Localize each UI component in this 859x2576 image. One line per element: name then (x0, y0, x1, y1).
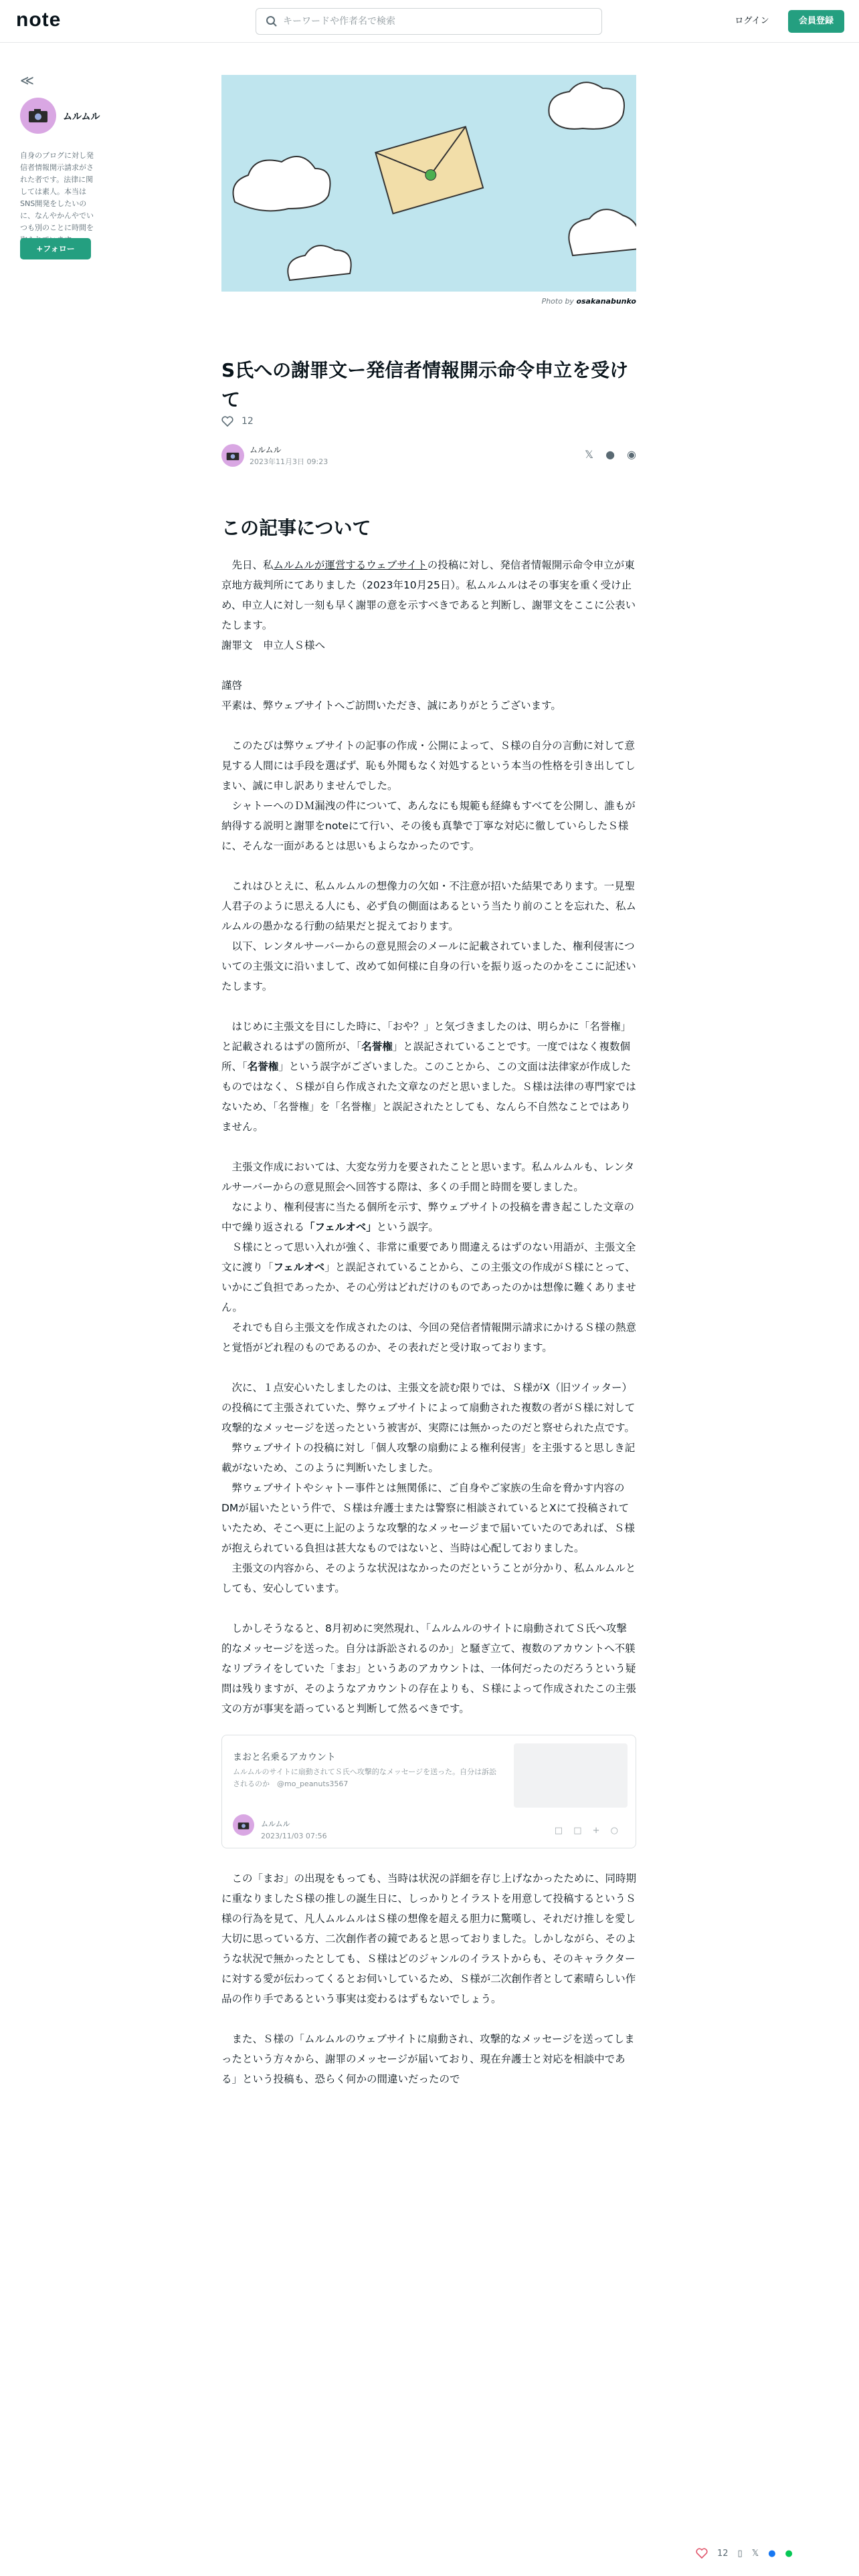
article-body (221, 555, 636, 2089)
paragraph: また、Ｓ様の「ムルムルのウェブサイトに扇動され、攻撃的なメッセージを送ってしまったという方々から、謝罪のメッセージが届いており、現在弁護士と対応を相談中である」という投稿も、恐らく何かの間違いだったので (221, 2033, 635, 2085)
paragraph: シャトーへのＤＭ漏洩の件について、あんなにも規範も経緯もすべてを公開し、誰もが納得する説明と謝罪をnoteにて行い、その後も真摯で丁寧な対応に徹していらしたＳ様に、そんな一面があるとは思いもよらなかったのです。 (221, 800, 636, 852)
author-row (221, 443, 636, 469)
line-share-icon[interactable]: ● (785, 2548, 793, 2559)
blog-link[interactable]: ムルムルが運営するウェブサイト (273, 559, 427, 571)
note-logo[interactable]: note (16, 9, 62, 31)
bottom-like-count[interactable]: 12 (717, 2548, 729, 2559)
paragraph: 主張文作成においては、大変な労力を要されたことと思います。私ムルムルも、レンタルサーバーからの意見照会へ回答する際は、多くの手間と時間を要しました。 (221, 1161, 635, 1193)
paragraph: 先日、私ムルムルが運営するウェブサイトの投稿に対し、発信者情報開示命令申立が東京地方裁判所にてありました（2023年10月25日）。私ムルムルはその事実を重く受け止め、申立人に対し一刻も早く謝罪の意を示すべきであると判断し、謝罪文をここに公表いたします。 (221, 559, 636, 631)
bottom-action-bar (696, 2548, 793, 2559)
line-share-icon[interactable]: ◉ (627, 448, 636, 461)
camera-icon (28, 108, 48, 123)
paragraph: なにより、権利侵害に当たる個所を示す、弊ウェブサイトの投稿を書き起こした文章の中で繰り返される「フェルオベ」という誤字。 (221, 1201, 635, 1233)
paragraph: このたびは弊ウェブサイトの記事の作成・公開によって、Ｓ様の自分の言動に対して意見する人間には手段を選ばず、恥も外聞もなく対処するという本当の性格を引き出してしまい、誠に申し訳ありませんでした。 (221, 740, 636, 792)
avatar[interactable] (20, 98, 56, 134)
heart-icon[interactable] (221, 416, 233, 427)
paragraph: 次に、１点安心いたしましたのは、主張文を読む限りでは、Ｓ様がX（旧ツイッター）の投稿にて主張されていた、弊ウェブサイトによって扇動された複数の者がＳ様に対して攻撃的なメッセージを送ったという被害が、実際には無かったのだと察せられた点です。 (221, 1382, 636, 1434)
author-avatar[interactable] (221, 444, 244, 467)
x-share-icon[interactable]: 𝕏 (751, 2548, 759, 2559)
collapse-sidebar-icon[interactable]: ≪ (20, 72, 34, 88)
heart-icon[interactable] (696, 2548, 708, 2559)
paragraph: 謹啓 (221, 679, 243, 691)
facebook-share-icon[interactable]: ● (605, 448, 615, 461)
embed-author: ムルムル (261, 1820, 290, 1828)
paragraph: これはひとえに、私ムルムルの想像力の欠如・不注意が招いた結果であります。一見聖人君子のように思える人にも、必ず負の側面はあるという当たり前のことを忘れた、私ムルムルの愚かなる行動の結果だと捉えております。 (221, 880, 637, 932)
creator-bio: 自身のブログに対し発信者情報開示請求がされた者です。法律に関しては素人。本当はSNS開発をしたいのに、なんやかんやでいつも別のことに時間を (20, 151, 94, 232)
section-heading: この記事について (221, 517, 371, 539)
embed-avatar (233, 1814, 254, 1836)
paragraph: 平素は、弊ウェブサイトへご訪問いただき、誠にありがとうございます。 (221, 700, 561, 712)
x-share-icon[interactable]: 𝕏 (585, 448, 594, 461)
paragraph: はじめに主張文を目にした時に、「おや？」と気づきましたのは、明らかに「名誉権」と記載されるはずの箇所が、「名誉権」と誤記されていることです。一度ではなく複数個所、「名誉権」という誤字がございました。このことから、この文面は法律家が作成したものではなく、Ｓ様が自ら作成された文章なのだと思いました。Ｓ様は法律の専門家ではないため、「名誉権」を「名誉権」と誤記されたとしても、なんら不自然なことではありません。 (221, 1021, 636, 1133)
paragraph: しかしそうなると、8月初めに突然現れ、「ムルムルのサイトに扇動されてＳ氏へ攻撃的なメッセージを送った。自分は訴訟されるのか」と騒ぎ立て、複数のアカウントへ不躾なリプライをしていた「まお」というあのアカウントは、一体何だったのだろうという疑問は残りますが、そのようなアカウントの存在よりも、Ｓ様によって作成されたこの主張文の方が事実を語っていると判断して然るべきです。 (221, 1622, 636, 1715)
search-box[interactable] (256, 8, 602, 35)
follow-button[interactable]: +フォロー (20, 238, 91, 259)
search-input[interactable] (283, 9, 591, 34)
embed-description: ムルムルのサイトに扇動されてＳ氏へ攻撃的なメッセージを送った。自分は訴訟されるのか @mo_peanuts3567 (233, 1767, 497, 1788)
login-button[interactable]: ログイン (735, 16, 769, 26)
site-header (0, 0, 859, 43)
envelope-illustration (221, 75, 636, 292)
paragraph: 弊ウェブサイトやシャトー事件とは無関係に、ご自身やご家族の生命を脅かす内容のDMが届いたという件で、Ｓ様は弁護士または警察に相談されているとXにて投稿されていたため、そこへ更に上記のような攻撃的なメッセージまで届いていたのであれば、Ｓ様が抱えられている負担は甚大なものではないと、当時は心配しておりました。 (221, 1482, 635, 1554)
embed-date: 2023/11/03 07:56 (261, 1832, 327, 1840)
creator-name[interactable]: ムルムル (63, 112, 100, 122)
like-count[interactable]: 12 (242, 416, 254, 427)
paragraph: 謝罪文 申立人Ｓ様へ (221, 639, 326, 651)
paragraph: それでも自ら主張文を作成されたのは、今回の発信者情報開示請求にかけるＳ様の熱意と覚悟がどれ程のものであるのか、その表れだと受け取っております。 (221, 1321, 637, 1354)
article-title: S氏への謝罪文ー発信者情報開示命令申立を受けて (221, 359, 629, 411)
signup-button[interactable]: 会員登録 (788, 10, 844, 33)
author-name[interactable]: ムルムル (250, 445, 282, 455)
facebook-share-icon[interactable]: ● (768, 2548, 776, 2559)
paragraph: 主張文の内容から、そのような状況はなかったのだということが分かり、私ムルムルとしても、安心しています。 (221, 1562, 636, 1594)
cover-image (221, 75, 636, 292)
paragraph: Ｓ様にとって思い入れが強く、非常に重要であり間違えるはずのない用語が、主張文全文に渡り「フェルオベ」と誤記されていることから、この主張文の作成がＳ様にとって、いかにご負担であったか、その心労はどれだけのものであったのかは想像に難くありません。 (221, 1241, 636, 1313)
embedded-note-card[interactable] (221, 1735, 636, 1848)
paragraph: この「まお」の出現をもっても、当時は状況の詳細を存じ上げなかったために、同時期に重なりましたＳ様の推しの誕生日に、しっかりとイラストを用意して投稿するというＳ様の行為を見て、凡人ムルムルはＳ様の想像を超える胆力に驚嘆し、それだけ推しを愛し大切に思っている方、二次創作者の鏡であると思っておりました。しかしながら、そのような状況で無かったとしても、Ｓ様はどのジャンルのイラストからも、そのキャラクターに対する愛が伝わってくるとお伺いしているため、Ｓ様が二次創作者として素晴らしい作品の作り手であるという事実は変わるはずもないでしょう。 (221, 1872, 637, 2005)
magazine-icon[interactable]: ▯ (737, 2548, 743, 2559)
paragraph: 弊ウェブサイトの投稿に対し「個人攻撃の扇動による権利侵害」を主張すると思しき記載がないため、このように判断いたしました。 (221, 1442, 636, 1474)
search-icon (266, 15, 278, 27)
camera-icon (226, 451, 240, 461)
photo-credit-name[interactable]: osakanabunko (576, 297, 636, 306)
camera-icon (237, 1821, 250, 1830)
paragraph: 以下、レンタルサーバーからの意見照会のメールに記載されていました、権利侵害についての主張文に沿いまして、改めて如何様に自身の行いを振り返ったのかをここに記述いたします。 (221, 940, 636, 992)
photo-credit: Photo by osakanabunko (541, 297, 636, 306)
publish-date: 2023年11月3日 09:23 (250, 457, 328, 466)
embed-title: まおと名乗るアカウント (233, 1752, 336, 1763)
embed-action-icons: □ □ + ○ (554, 1826, 622, 1836)
embed-thumbnail (514, 1743, 628, 1808)
share-buttons (585, 448, 636, 461)
like-area (221, 416, 254, 427)
